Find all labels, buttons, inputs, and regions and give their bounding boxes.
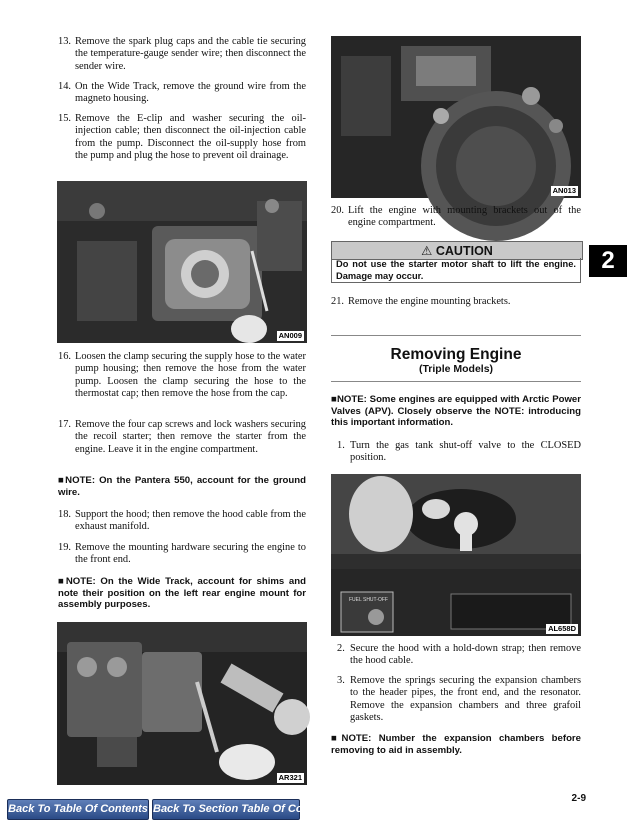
warning-icon: ⚠ <box>421 243 433 258</box>
step-19 <box>58 542 306 567</box>
step-number: 20. <box>331 205 344 216</box>
photo-caption: AN013 <box>552 186 576 195</box>
engine-photo-graphic <box>57 181 307 343</box>
step-17 <box>58 419 306 456</box>
photo-ar321 <box>57 622 307 785</box>
step-text: Remove the four cap screws and lock washers securing the recoil starter; then remove the starter from the engine. Leave it in the engine compartment. <box>75 419 306 455</box>
fuel-valve-photo-graphic <box>331 474 581 636</box>
caution-body: Do not use the starter motor shaft to lift the engine. Damage may occur. <box>331 258 581 283</box>
step-text: Remove the E-clip and washer securing the oil-injection cable; then disconnect the oil-injection cable from the pump. Disconnect the oil-supply hose from the pump and plug the hose to prevent oil drainage. <box>75 113 306 162</box>
step-number: 15. <box>58 113 71 124</box>
back-to-section-toc-button[interactable]: Back To Section Table Of Contents <box>152 799 300 820</box>
step-number: 21. <box>331 296 344 307</box>
step-2 <box>337 643 581 668</box>
section-title: Removing Engine <box>390 346 522 363</box>
step-text: Lift the engine with mounting brackets out of the engine compartment. <box>348 205 581 229</box>
photo-an013 <box>331 36 581 198</box>
photo-caption: AL658D <box>548 624 576 633</box>
step-18 <box>58 509 306 534</box>
back-to-toc-button[interactable]: Back To Table Of Contents <box>7 799 149 820</box>
photo-caption: AR321 <box>278 773 302 782</box>
step-15 <box>58 113 306 163</box>
step-text: Remove the spark plug caps and the cable tie securing the temperature-gauge sender wire; then disconnect the sender wire. <box>75 36 306 72</box>
step-number: 16. <box>58 351 71 362</box>
step-number: 2. <box>337 643 345 654</box>
step-text: Turn the gas tank shut-off valve to the CLOSED position. <box>350 440 581 464</box>
step-number: 17. <box>58 419 71 430</box>
page-number: 2-9 <box>571 793 586 804</box>
photo-an009 <box>57 181 307 343</box>
note-wide-track: ■NOTE: On the Wide Track, account for shims and note their position on the left rear engine mount for assembly purposes. <box>58 576 306 611</box>
step-number: 13. <box>58 36 71 47</box>
step-number: 1. <box>337 440 345 451</box>
step-14 <box>58 81 306 106</box>
step-21 <box>331 296 581 308</box>
step-text: Secure the hood with a hold-down strap; then remove the hood cable. <box>350 643 581 667</box>
step-text: Remove the mounting hardware securing the engine to the front end. <box>75 542 306 566</box>
step-1 <box>337 440 581 465</box>
chapter-tab: 2 <box>589 245 627 277</box>
step-13 <box>58 36 306 73</box>
step-3 <box>337 675 581 725</box>
step-text: Support the hood; then remove the hood cable from the exhaust manifold. <box>75 509 306 533</box>
photo-caption: AN009 <box>278 331 302 340</box>
section-rule-bottom <box>331 381 581 382</box>
step-text: Remove the springs securing the expansion chambers to the header pipes, the front end, and the resonator. Remove the expansion chambers and three grafoil gaskets. <box>350 675 581 724</box>
note-pantera: ■NOTE: On the Pantera 550, account for the ground wire. <box>58 475 306 498</box>
step-number: 14. <box>58 81 71 92</box>
step-16 <box>58 351 306 401</box>
section-rule <box>331 335 581 336</box>
step-text: On the Wide Track, remove the ground wire from the magneto housing. <box>75 81 306 105</box>
step-20 <box>331 205 581 230</box>
engine-photo-graphic <box>57 622 307 785</box>
step-number: 3. <box>337 675 345 686</box>
step-number: 18. <box>58 509 71 520</box>
section-subtitle: (Triple Models) <box>418 363 494 375</box>
photo-al658d <box>331 474 581 636</box>
note-expansion-chambers: ■NOTE: Number the expansion chambers before removing to aid in assembly. <box>331 733 581 756</box>
step-text: Remove the engine mounting brackets. <box>348 296 511 307</box>
step-text: Loosen the clamp securing the supply hose to the water pump housing; then remove the hose from the water pump. Loosen the clamp securing the hose to the thermostat cap; then remove the hose from the cap. <box>75 351 306 400</box>
fuel-shutoff-label: FUEL SHUT-OFF <box>349 597 388 603</box>
engine-photo-graphic <box>331 36 581 198</box>
step-number: 19. <box>58 542 71 553</box>
caution-title: CAUTION <box>435 244 493 258</box>
note-apv: ■NOTE: Some engines are equipped with Arctic Power Valves (APV). Closely observe the NOTE: introducing this important information. <box>331 394 581 429</box>
